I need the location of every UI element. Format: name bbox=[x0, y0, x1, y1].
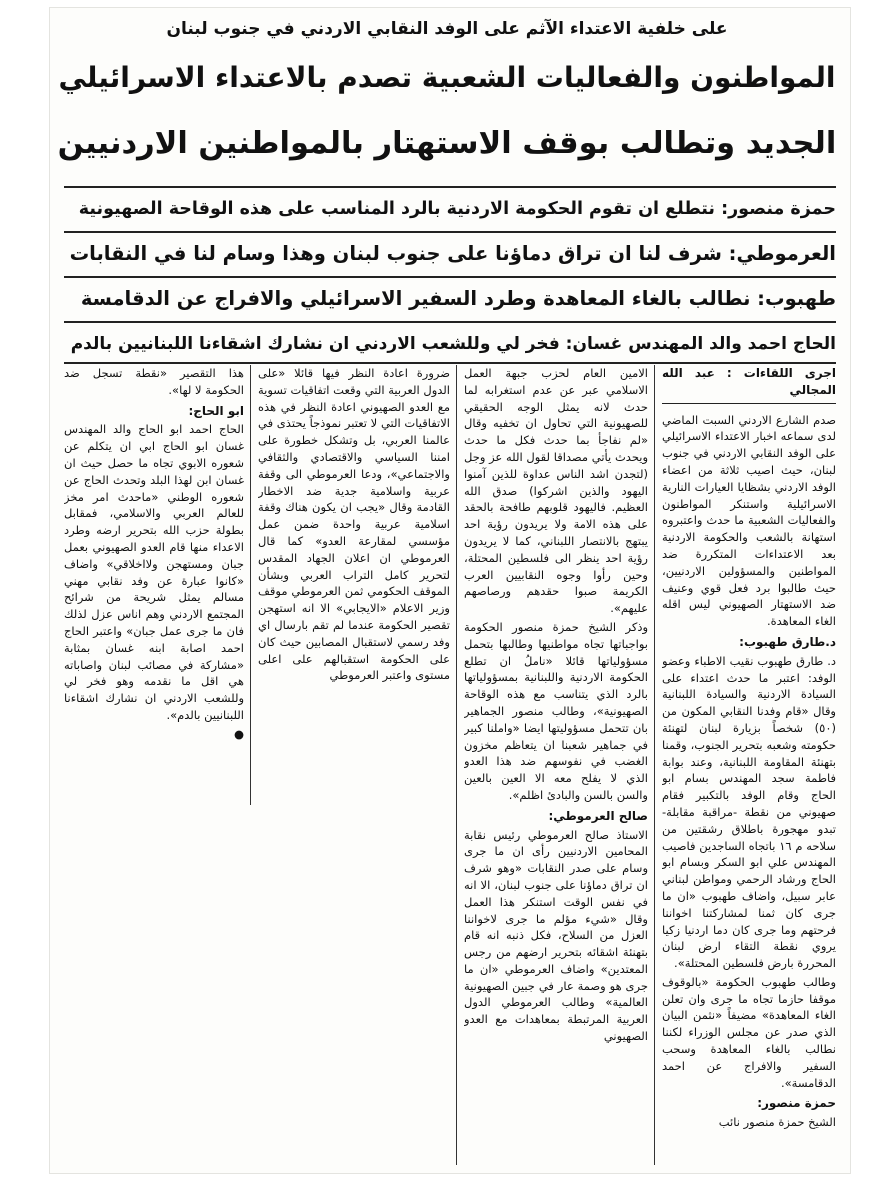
speaker-label: ابو الحاج: bbox=[188, 403, 244, 418]
headline-line-1: المواطنون والفعاليات الشعبية تصدم بالاعتداء الاسرائيلي bbox=[58, 61, 836, 94]
article-column-4 bbox=[64, 365, 244, 805]
article-column-1 bbox=[662, 365, 836, 1165]
kicker-line: على خلفية الاعتداء الآثم على الوفد النقابي الاردني في جنوب لبنان bbox=[166, 19, 728, 39]
newspaper-clipping bbox=[50, 8, 850, 1173]
article-paragraph: صدم الشارع الاردني السبت الماضي لدى سماعه اخبار الاعتداء الاسرائيلي على الوفد النقابي الاردني في جنوب لبنان، حيث اصيب ثلاثة من اعضاء الوفد الاردني بشظايا العيارات النارية الاسرائيلية واستنكر المواطنون والفعاليات الشعبية ما حدث واعتبروه استهانة بالشعب والحكومة الاردنية بعد الاعتداءات المتكررة ضد المواطنين والمسؤولين الاردنيين، حيث طالبوا برد فعل قوي وعنيف ضد الاستهتار الصهيوني ليس اقله الغاء المعاهدة. bbox=[662, 412, 836, 629]
speaker-label: حمزة منصور: bbox=[757, 1096, 836, 1111]
subhead-armouti: العرموطي: شرف لنا ان تراق دماؤنا على جنوب لبنان وهذا وسام لنا في النقابات bbox=[69, 242, 836, 265]
article-paragraph: الحاج احمد ابو الحاج والد المهندس غسان ابو الحاج ابي ان يتكلم عن شعوره الابوي تجاه ما حصل حيث ان غسان ابن لهذا البلد وتحدث الحاج عن شعوره الوطني «ماحدث امر مخز للعالم العربي والاسلامي، فمقابل بطولة حزب الله بتحرير ارضه وطرد الاعداء منها قام العدو الصهيوني بعمل جبان ومستهجن ولااخلاقي» واضاف «كانوا عبارة عن وفد نقابي مهني مسالم يمثل شريحة من شرائح المجتمع الاردني وهم اناس عزل لذلك فان ما جرى عمل جبان» واعتبر الحاج احمد اصابة ابنه غسان بمثابة «مشاركة في مصائب لبنان واصاباته هي اقل ما نقدمه وهو فخر لي وللشعب الاردني ان نشارك اشقاءنا اللبنانيين بالدم». bbox=[64, 422, 244, 722]
divider bbox=[64, 362, 836, 364]
byline: اجرى اللقاءات : عبد الله المجالي bbox=[662, 365, 836, 404]
subhead-mansour: حمزة منصور: نتطلع ان تقوم الحكومة الاردنية بالرد المناسب على هذه الوقاحة الصهيونية bbox=[78, 199, 836, 219]
speaker-label: د.طارق طهبوب: bbox=[739, 634, 836, 649]
article-paragraph: د. طارق طهبوب نقيب الاطباء وعضو الوفد: اعتبر ما حدث اعتداء على السيادة الاردنية والسيادة اللبنانية وقال «قام وفدنا النقابي المكون من (٥٠) شخصاً بزيارة لبنان لتهنئة حكومته وشعبه بتحرير الجنوب، وقمنا بتهنئة المقاومة اللبنانية، وعند بوابة فاطمة سجد المهندس بسام ابو الحاج وقام الوفد بالتكبير فقام صهيوني من نقطة -مراقبة مقابلة- تبدو مهجورة باطلاق رشقتين من سلاحه م ١٦ باتجاه الساجدين فاصيب المهندس علي ابو السكر وبسام ابو الحاج ورشاد الرحمي ومواطن لبناني عابر سبيل، واضاف طهبوب «ان ما جرى كان ثمنا لمشاركتنا اخواننا فرحتهم وما جرى كان دما اردنيا زكيا يروي نقطة التقاء ارض لبنان المحررة بارض فلسطين المحتلة». bbox=[662, 653, 836, 971]
subhead-abu-alhaj: الحاج احمد والد المهندس غسان: فخر لي وللشعب الاردني ان نشارك اشقاءنا اللبنانيين بالدم bbox=[70, 334, 836, 354]
column-rule bbox=[456, 365, 457, 1165]
article-paragraph: الشيخ حمزة منصور نائب bbox=[718, 1115, 836, 1130]
speaker-label: صالح العرموطي: bbox=[548, 808, 648, 823]
article-column-3 bbox=[258, 365, 450, 805]
column-rule bbox=[654, 365, 655, 1165]
column-rule bbox=[250, 365, 251, 805]
headline-line-2: الجديد وتطالب بوقف الاستهتار بالمواطنين الاردنيين bbox=[57, 126, 837, 161]
article-paragraph: الاستاذ صالح العرموطي رئيس نقابة المحامين الاردنيين رأى ان ما جرى وسام على صدر النقابات «وهو شرف ان تراق دماؤنا على جنوب لبنان، الا انه في نفس الوقت استنكر هذا العمل وقال «شيء مؤلم ما جرى لاخواننا العزل من السلاح، فكل ذنبه انه قام بتهنئة اشقائه بتحرير ارضهم من رجس المعتدين» واضاف العرموطي «ان ما جرى هو وصمة عار في جبين الصهيونية العالمية» وطالب العرموطي الدول العربية المرتبطة بمعاهدات مع العدو الصهيوني bbox=[464, 827, 648, 1044]
article-paragraph: ضرورة اعادة النظر فيها قائلا «على الدول العربية التي وقعت اتفاقيات تسوية مع العدو الصهيوني اعادة النظر في هذه الاتفاقيات التي لا تعتبر نموذجاً يحتذى في عالمنا العربي، بل وتشكل خطورة على امننا السياسي والاقتصادي والثقافي والاجتماعي»، ودعا العرموطي الى وقفة عربية واسلامية جدية ضد الاخطار القادمة وقال «يجب ان يكون هناك وقفة اسلامية عربية واحدة ضمن عمل مؤسسي لمقارعة العدو» كما قال العرموطي ان اعلان الجهاد المقدس لتحرير كامل التراب العربي وبشأن الموقف الحكومي ثمن العرموطي موقف وزير الاعلام «الايجابي» الا انه استهجن تقصير الحكومة عندما لم تقم بارسال اي وفد رسمي لاستقبال المصابين حيث كان على الحكومة استقبالهم على اعلى مستوى واعتبر العرموطي bbox=[258, 366, 450, 683]
end-mark-icon: ● bbox=[233, 726, 244, 741]
article-paragraph: وطالب طهبوب الحكومة «بالوقوف موقفا حازما تجاه ما جرى وان تعلن الغاء المعاهدة» مضيفاً «نثمن البيان الذي صدر عن مجلس الوزراء لكننا نطالب بالغاء المعاهدة وسحب السفير والافراج عن احمد الدقامسة». bbox=[662, 974, 836, 1090]
article-paragraph: الامين العام لحزب جبهة العمل الاسلامي عبر عن عدم استغرابه لما حدث لانه يمثل الوجه الحقيقي للصهيونية التي تحاول ان تخفيه وقال «لم نفاجأ بما حدث فكل ما حدث ويحدث يأتي مصداقا لقول الله عز وجل (لتجدن اشد الناس عداوة للذين آمنوا اليهود والذين اشركوا) صدق الله العظيم. فاليهود قلوبهم طافحة بالحقد على هذه الامة ولا يريدون رؤية احد يبتهج بالانتصار اللبناني، كما لا يريدون رؤية احد ينظر الى فلسطين المحتلة، وحين رأوا وجوه النقابيين العرب الكريمة صبوا حقدهم ورصاصهم عليهم». bbox=[464, 366, 648, 616]
subhead-tahboub: طهبوب: نطالب بالغاء المعاهدة وطرد السفير الاسرائيلي والافراج عن الدقامسة bbox=[80, 287, 836, 310]
article-column-2 bbox=[464, 365, 648, 1165]
article-paragraph: وذكر الشيخ حمزة منصور الحكومة بواجباتها تجاه مواطنيها وطالبها بتحمل مسؤولياتها قائلا «ناملُ ان تطلع الحكومة الاردنية واللبنانية بمسؤولياتها بالرد الذي يتناسب مع هذه الوقاحة الصهيونية»، وطالب منصور الجماهير بان تتحمل مسؤوليتها ايضا «واملنا كبير في جماهير شعبنا ان يتعاظم مخزون الغضب في نفوسهم ضد هذا العدو الذي لا يفلح معه الا العين بالعين والسن بالسن والبادئ اظلم». bbox=[464, 619, 648, 802]
article-paragraph: هذا التقصير «نقطة تسجل ضد الحكومة لا لها». bbox=[64, 366, 244, 397]
